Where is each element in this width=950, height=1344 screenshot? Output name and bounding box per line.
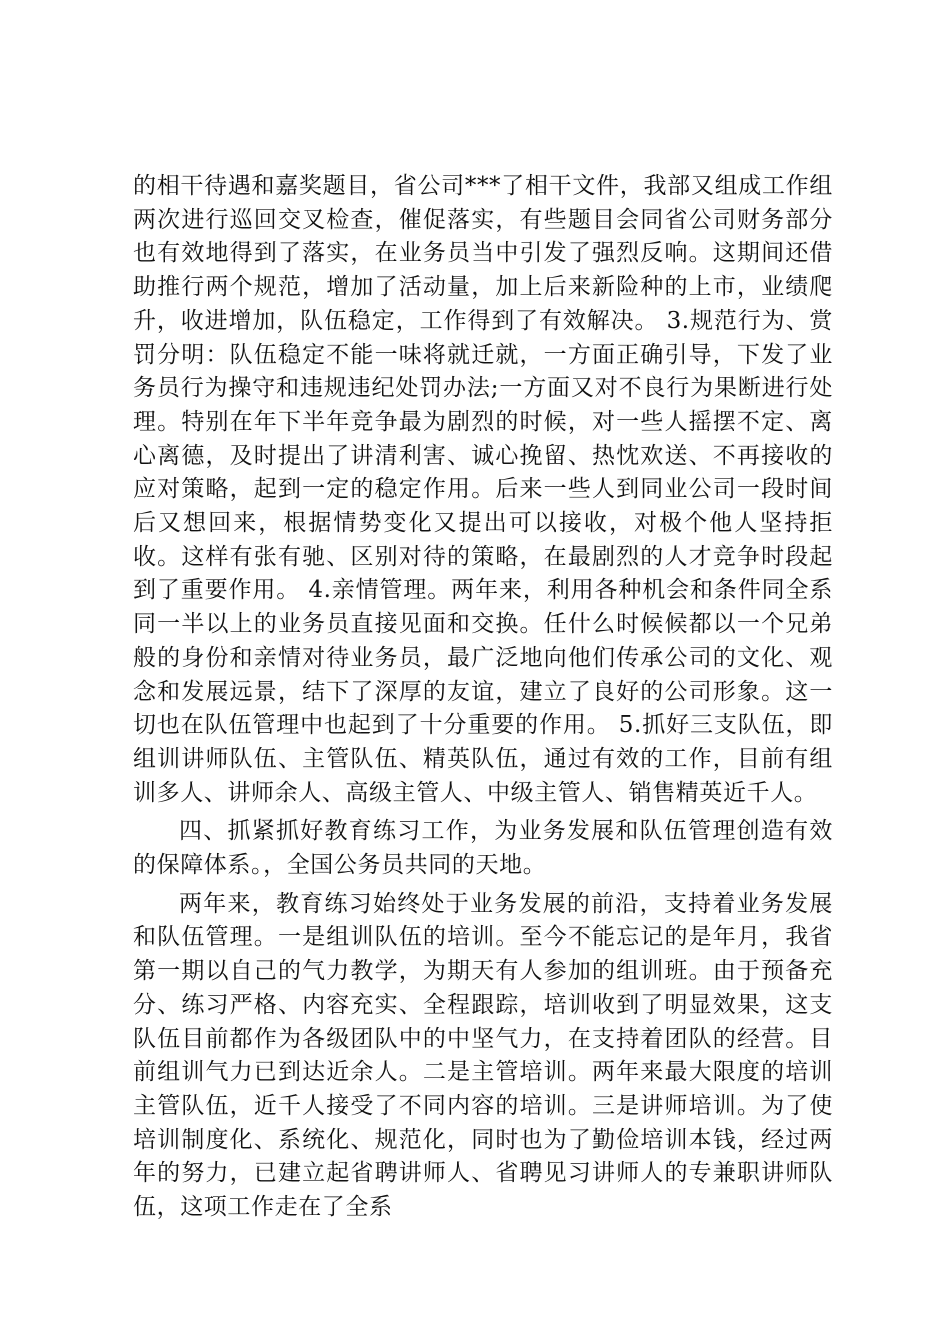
paragraph-team-management: 的相干待遇和嘉奖题目，省公司***了相干文件，我部又组成工作组两次进行巡回交叉检查，催促落实，有些题目会同省公司财务部分也有效地得到了落实，在业务员当中引发了强烈反响。这期间还借助推行两个规范，增加了活动量，加上后来新险种的上市，业绩爬升，收进增加，队伍稳定，工作得到了有效解决。 3.规范行为、赏罚分明：队伍稳定不能一味将就迁就，一方面正确引导，下发了业务员行为操守和违规违纪处罚办法;一方面又对不良行为果断进行处理。特别在年下半年竞争最为剧烈的时候，对一些人摇摆不定、离心离德，及时提出了讲清利害、诚心挽留、热忱欢送、不再接收的应对策略，起到一定的稳定作用。后来一些人到同业公司一段时间后又想回来，根据情势变化又提出可以接收，对极个他人坚持拒收。这样有张有驰、区别对待的策略，在最剧烈的人才竞争时段起到了重要作用。 4.亲情管理。两年来，利用各种机会和条件同全系同一半以上的业务员直接见面和交换。任什么时候候都以一个兄弟般的身份和亲情对待业务员，最广泛地向他们传承公司的文化、观念和发展远景，结下了深厚的友谊，建立了良好的公司形象。这一切也在队伍管理中也起到了十分重要的作用。 5.抓好三支队伍，即组训讲师队伍、主管队伍、精英队伍，通过有效的工作，目前有组训多人、讲师余人、高级主管人、中级主管人、销售精英近千人。 xyxy=(133,173,833,806)
paragraph-section-four-heading: 四、抓紧抓好教育练习工作，为业务发展和队伍管理创造有效的保障体系。，全国公务员共同的天地。 xyxy=(133,818,833,879)
paragraph-training-overview: 两年来，教育练习始终处于业务发展的前沿，支持着业务发展和队伍管理。一是组训队伍的培训。至今不能忘记的是年月，我省第一期以自己的气力教学，为期天有人参加的组训班。由于预备充分、练习严格、内容充实、全程跟踪，培训收到了明显效果，这支队伍目前都作为各级团队中的中坚气力，在支持着团队的经营。目前组训气力已到达近余人。二是主管培训。两年来最大限度的培训主管队伍，近千人接受了不同内容的培训。三是讲师培训。为了使培训制度化、系统化、规范化，同时也为了勤俭培训本钱，经过两年的努力，已建立起省聘讲师人、省聘见习讲师人的专兼职讲师队伍，这项工作走在了全系 xyxy=(133,890,833,1221)
document-body xyxy=(133,170,833,1225)
